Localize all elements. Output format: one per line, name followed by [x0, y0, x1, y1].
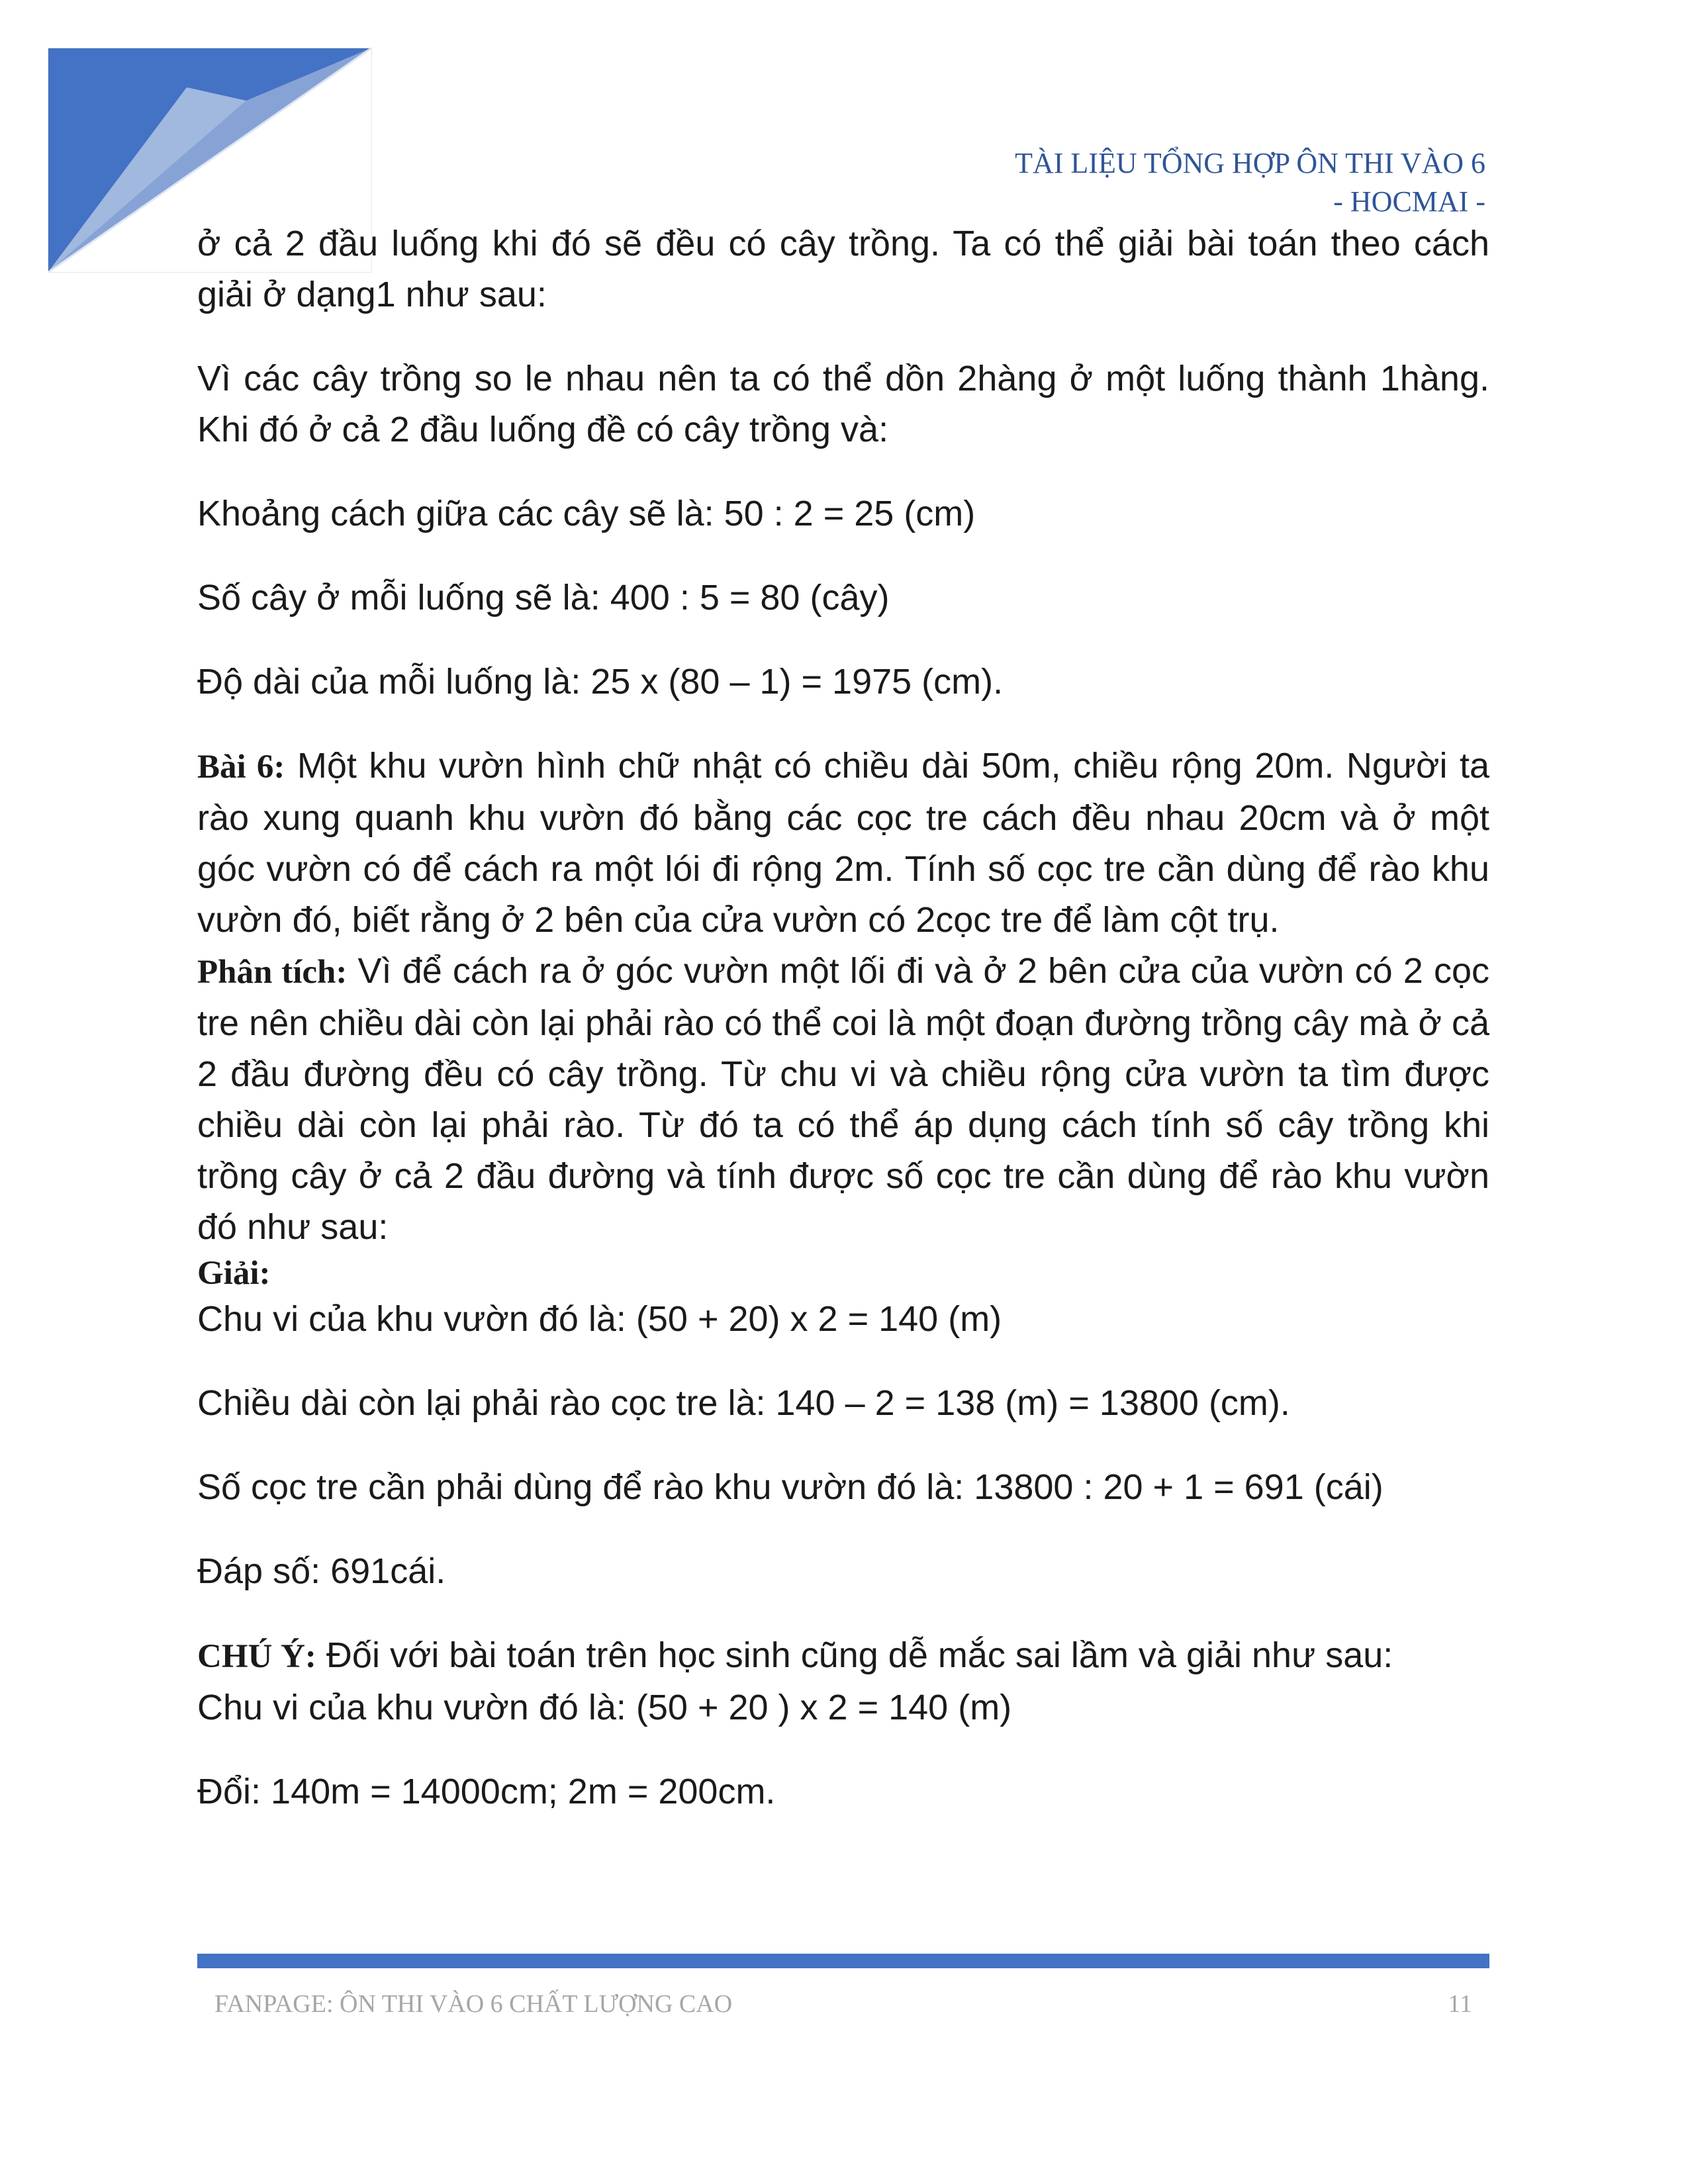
note-text: Đối với bài toán trên học sinh cũng dễ mắc sai lầm và giải như sau:: [316, 1635, 1393, 1675]
note: [197, 1630, 1489, 1682]
document-body: [197, 218, 1489, 1850]
note-label: CHÚ Ý:: [197, 1638, 316, 1675]
solution-step-perimeter: Chu vi của khu vườn đó là: (50 + 20) x 2 = 140 (m): [197, 1299, 1002, 1339]
header-subtitle: - HOCMAI -: [1333, 185, 1485, 218]
paragraph-row-length: Độ dài của mỗi luống là: 25 x (80 – 1) = 1975 (cm).: [197, 662, 1004, 702]
solution-step-remaining: Chiều dài còn lại phải rào cọc tre là: 140 – 2 = 138 (m) = 13800 (cm).: [197, 1383, 1290, 1423]
analysis-text: Vì để cách ra ở góc vườn một lối đi và ở 2 bên cửa của vườn có 2 cọc tre nên chiều dài còn lại phải rào có thể coi là một đoạn đường trồng cây mà ở cả 2 đầu đường đều có cây trồng. Từ chu vi và chiều rộng cửa vườn ta tìm được chiều dài còn lại phải rào. Từ đó ta có thể áp dụng cách tính số cây trồng khi trồng cây ở cả 2 đầu đường và tính được số cọc tre cần dùng để rào khu vườn đó như sau:: [197, 951, 1489, 1247]
note-conversion: Đổi: 140m = 14000cm; 2m = 200cm.: [197, 1772, 776, 1811]
footer-fanpage: FANPAGE: ÔN THI VÀO 6 CHẤT LƯỢNG CAO: [214, 1990, 733, 2018]
exercise-6: [197, 741, 1489, 946]
page-number: 11: [1448, 1990, 1472, 2018]
header-title: TÀI LIỆU TỔNG HỢP ÔN THI VÀO 6: [1015, 147, 1485, 179]
page-footer: [197, 1989, 1489, 2029]
solution-label: Giải:: [197, 1255, 271, 1292]
footer-divider: [197, 1954, 1489, 1968]
exercise-6-label: Bài 6:: [197, 749, 285, 786]
paragraph-tree-count: Số cây ở mỗi luống sẽ là: 400 : 5 = 80 (cây): [197, 578, 890, 617]
solution-step-stakes: Số cọc tre cần phải dùng để rào khu vườn đó là: 13800 : 20 + 1 = 691 (cái): [197, 1467, 1383, 1507]
paragraph-intro: ở cả 2 đầu luống khi đó sẽ đều có cây trồng. Ta có thể giải bài toán theo cách giải ở dạng1 như sau:: [197, 224, 1489, 314]
solution-answer: Đáp số: 691cái.: [197, 1551, 446, 1591]
paragraph-distance: Khoảng cách giữa các cây sẽ là: 50 : 2 = 25 (cm): [197, 494, 976, 533]
paragraph-explanation: Vì các cây trồng so le nhau nên ta có thể dồn 2hàng ở một luống thành 1hàng. Khi đó ở cả 2 đầu luống đề có cây trồng và:: [197, 359, 1489, 449]
analysis: [197, 946, 1489, 1253]
exercise-6-text: Một khu vườn hình chữ nhật có chiều dài 50m, chiều rộng 20m. Người ta rào xung quanh khu vườn đó bằng các cọc tre cách đều nhau 20cm và ở một góc vườn có để cách ra một lói đi rộng 2m. Tính số cọc tre cần dùng để rào khu vườn đó, biết rằng ở 2 bên của cửa vườn có 2cọc tre để làm cột trụ.: [197, 746, 1490, 940]
note-perimeter: Chu vi của khu vườn đó là: (50 + 20 ) x 2 = 140 (m): [197, 1688, 1012, 1727]
analysis-label: Phân tích:: [197, 954, 348, 991]
page-header: [1015, 144, 1485, 221]
